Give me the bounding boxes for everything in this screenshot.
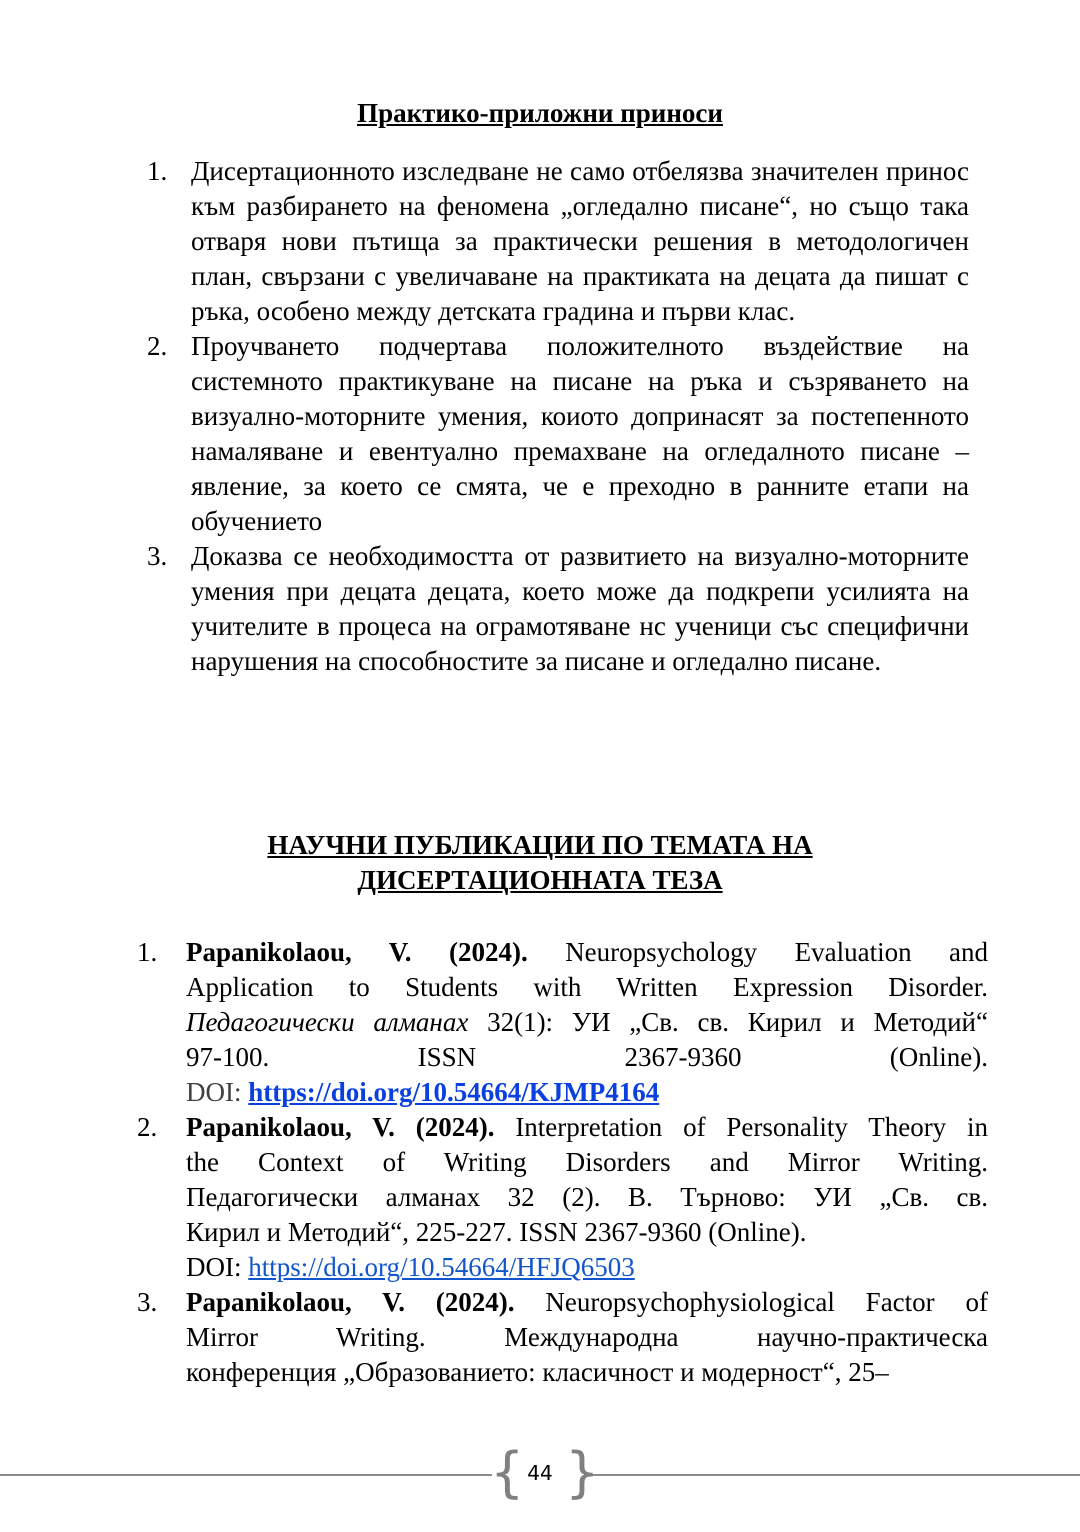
footer-rule-right: [584, 1474, 1080, 1476]
doi-label: DOI:: [186, 1252, 242, 1282]
publication-pages: 97-100.: [186, 1042, 270, 1072]
publication-item: [137, 935, 988, 1110]
publication-title-part: the Context of Writing Disorders and Mirror Writing.: [186, 1147, 988, 1177]
publication-title-part: Application to Students with Written Expression Disorder.: [186, 972, 988, 1002]
item-number: 1.: [137, 937, 158, 967]
contribution-item: [147, 154, 969, 329]
publications-heading: [0, 828, 1080, 898]
publication-issn: ISSN 2367-9360 (Online).: [417, 1042, 989, 1072]
publication-author: Papanikolaou, V. (2024).: [186, 937, 528, 967]
right-brace-icon: }: [565, 1441, 600, 1504]
doi-link[interactable]: https://doi.org/10.54664/HFJQ6503: [248, 1252, 635, 1282]
footer-rule-left: [0, 1474, 492, 1476]
item-number: 2.: [147, 331, 168, 361]
publication-title-part: Neuropsychology Evaluation and: [565, 937, 989, 967]
doi-label: DOI:: [186, 1077, 242, 1107]
contribution-text: Проучването подчертава положителното въздействие на системното практикуване на писане на ръка и съзряването на визуално-моторните умения, коиото допринасят за постепенното намаляване и евентуално премахване на огледалното писане – явление, за което се смята, че е преходно в ранните етапи на обучението: [191, 331, 969, 536]
contributions-list: [147, 154, 969, 679]
publications-heading-line2: ДИСЕРТАЦИОННАТА ТЕЗА: [357, 865, 723, 895]
publication-details: 32(1): УИ „Св. св. Кирил и Методий“: [487, 1007, 988, 1037]
publication-author: Papanikolaou, V. (2024).: [186, 1112, 495, 1142]
publication-title-part: Interpretation of Personality Theory in: [515, 1112, 989, 1142]
publication-item: [137, 1110, 988, 1285]
item-number: 3.: [147, 541, 168, 571]
contribution-item: [147, 539, 969, 679]
contributions-heading: Практико-приложни приноси: [357, 98, 723, 128]
publication-details: Кирил и Методий“, 225-227. ISSN 2367-9360 (Online).: [186, 1217, 807, 1247]
page-number: 44: [527, 1461, 553, 1485]
contribution-text: Дисертационното изследване не само отбелязва значителен принос към разбирането на феномена „огледално писане“, но също така отваря нови пътища за практически решения в методологичен план, свързани с увеличаване на практиката на децата да пишат с ръка, особено между детската градина и първи клас.: [191, 156, 969, 326]
doi-link[interactable]: https://doi.org/10.54664/KJMP4164: [248, 1077, 660, 1107]
item-number: 3.: [137, 1287, 158, 1317]
item-number: 2.: [137, 1112, 158, 1142]
contribution-text: Доказва се необходимостта от развитието на визуално-моторните умения при децата децата, което може да подкрепи усилията на учителите в процеса на ограмотяване нс ученици със специфични нарушения на способностите за писане и огледално писане.: [191, 541, 969, 676]
publication-details: Педагогически алманах 32 (2). В. Търново: УИ „Св. св.: [186, 1182, 988, 1212]
item-number: 1.: [147, 156, 168, 186]
publication-title-part: Mirror Writing. Международна научно-практическа: [186, 1322, 988, 1352]
publication-author: Papanikolaou, V. (2024).: [186, 1287, 515, 1317]
publication-title-part: Neuropsychophysiological Factor of: [545, 1287, 989, 1317]
publications-heading-line1: НАУЧНИ ПУБЛИКАЦИИ ПО ТЕМАТА НА: [267, 830, 813, 860]
publication-item: [137, 1285, 988, 1390]
publications-list: [137, 935, 988, 1390]
contribution-item: [147, 329, 969, 539]
left-brace-icon: {: [490, 1441, 525, 1504]
publication-journal: Педагогически алманах: [186, 1007, 469, 1037]
publication-details: конференция „Образованието: класичност и модерност“, 25–: [186, 1357, 889, 1387]
